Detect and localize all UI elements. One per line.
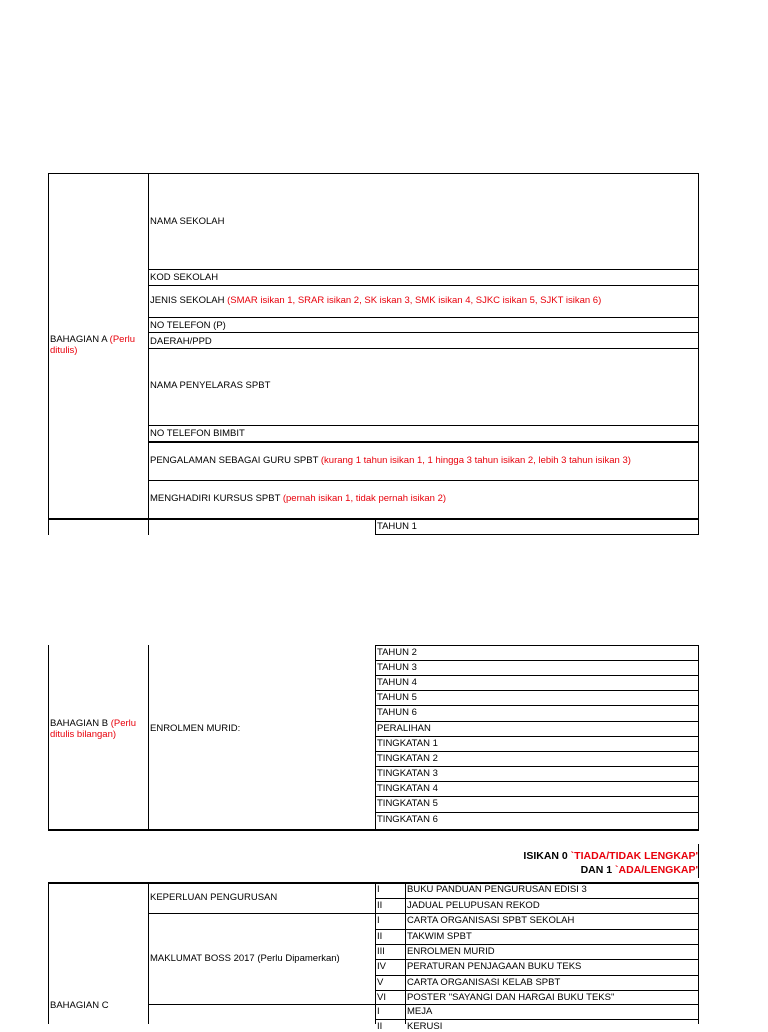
row-pengalaman: PENGALAMAN SEBAGAI GURU SPBT (kurang 1 tahun isikan 1, 1 hingga 3 tahun isikan 2, lebih 3 tahun isikan 3) <box>150 455 631 466</box>
row-jenis-sekolah: JENIS SEKOLAH (SMAR isikan 1, SRAR isikan 2, SK iskan 3, SMK isikan 4, SJKC isikan 5, SJKT isikan 6) <box>150 295 602 306</box>
item-number: V <box>377 977 384 988</box>
level-tahun-2: TAHUN 2 <box>377 647 417 658</box>
item-text: CARTA ORGANISASI KELAB SPBT <box>407 977 561 988</box>
group-maklumat-boss: MAKLUMAT BOSS 2017 (Perlu Dipamerkan) <box>150 953 340 964</box>
row-nama-sekolah: NAMA SEKOLAH <box>150 216 225 227</box>
item-number: II <box>377 1021 383 1032</box>
item-text: ENROLMEN MURID <box>407 946 495 957</box>
row-kod-sekolah: KOD SEKOLAH <box>150 272 219 283</box>
level-tingkatan-4: TINGKATAN 4 <box>377 783 438 794</box>
level-tingkatan-2: TINGKATAN 2 <box>377 753 438 764</box>
item-text: POSTER "SAYANGI DAN HARGAI BUKU TEKS" <box>407 992 615 1003</box>
item-text: BUKU PANDUAN PENGURUSAN EDISI 3 <box>407 884 587 895</box>
item-number: IV <box>377 961 386 972</box>
level-tahun-6: TAHUN 6 <box>377 707 417 718</box>
level-peralihan: PERALIHAN <box>377 723 431 734</box>
level-tingkatan-6: TINGKATAN 6 <box>377 814 438 825</box>
item-text: JADUAL PELUPUSAN REKOD <box>407 900 540 911</box>
item-text: MEJA <box>407 1006 433 1017</box>
row-nama-penyelaras: NAMA PENYELARAS SPBT <box>150 380 271 391</box>
item-number: III <box>377 946 385 957</box>
level-tahun-5: TAHUN 5 <box>377 692 417 703</box>
item-number: VI <box>377 992 386 1003</box>
level-tingkatan-1: TINGKATAN 1 <box>377 738 438 749</box>
item-text: PERATURAN PENJAGAAN BUKU TEKS <box>407 961 582 972</box>
level-tingkatan-5: TINGKATAN 5 <box>377 798 438 809</box>
bahagian-c-label: BAHAGIAN C <box>50 1000 109 1011</box>
row-daerah-ppd: DAERAH/PPD <box>150 336 212 347</box>
item-number: II <box>377 931 383 942</box>
item-number: I <box>377 884 380 895</box>
item-number: I <box>377 915 380 926</box>
bahagian-a-label: BAHAGIAN A (Perlu ditulis) <box>50 334 136 356</box>
instruction-line-1: ISIKAN 0 `TIADA/TIDAK LENGKAP' <box>523 850 698 862</box>
row-no-telefon-p: NO TELEFON (P) <box>150 320 226 331</box>
level-tahun-1: TAHUN 1 <box>377 521 417 532</box>
bahagian-b-label: BAHAGIAN B (Perlu ditulis bilangan) <box>50 718 137 740</box>
item-text: TAKWIM SPBT <box>407 931 472 942</box>
level-tahun-4: TAHUN 4 <box>377 677 417 688</box>
level-tahun-3: TAHUN 3 <box>377 662 417 673</box>
level-tingkatan-3: TINGKATAN 3 <box>377 768 438 779</box>
item-text: CARTA ORGANISASI SPBT SEKOLAH <box>407 915 575 926</box>
row-kursus: MENGHADIRI KURSUS SPBT (pernah isikan 1, tidak pernah isikan 2) <box>150 493 447 504</box>
group-keperluan-pengurusan: KEPERLUAN PENGURUSAN <box>150 892 278 903</box>
item-number: I <box>377 1006 380 1017</box>
enrolmen-murid-label: ENROLMEN MURID: <box>150 723 241 734</box>
row-no-telefon-bimbit: NO TELEFON BIMBIT <box>150 428 245 439</box>
instruction-line-2: DAN 1 `ADA/LENGKAP' <box>580 864 698 876</box>
item-number: II <box>377 900 383 911</box>
item-text: KERUSI <box>407 1021 443 1032</box>
